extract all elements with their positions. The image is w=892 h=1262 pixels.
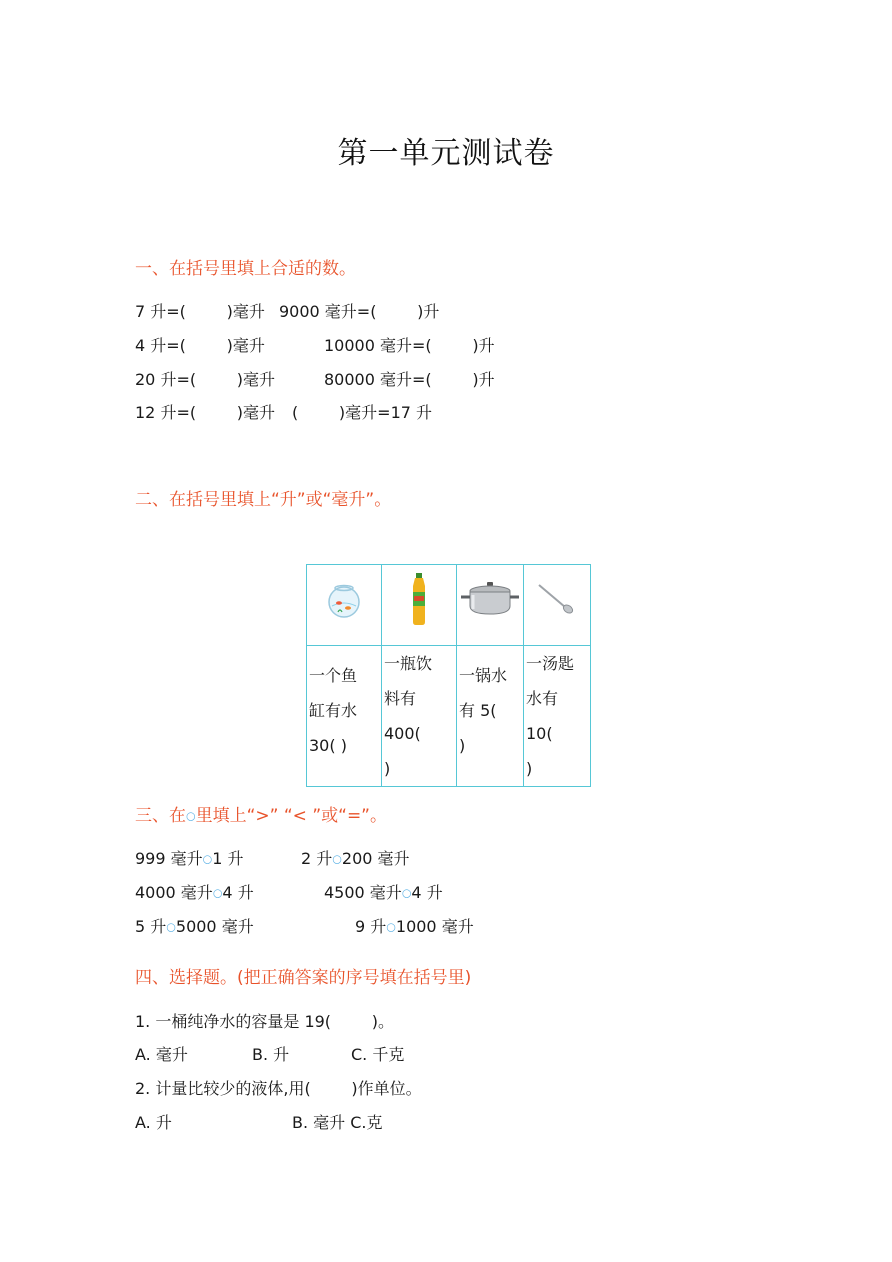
table-cell xyxy=(382,565,457,646)
table-cell xyxy=(524,565,591,646)
circle-icon: ○ xyxy=(212,886,223,900)
cell-text: 一个鱼 缸有水 30( ) xyxy=(309,666,358,755)
question-text: 1. 一桶纯净水的容量是 19( )。 xyxy=(135,1012,394,1031)
comparison: 9 升○1000 毫升 xyxy=(355,917,474,936)
comparison: 999 毫升○1 升 xyxy=(135,849,244,868)
option: A. 升 xyxy=(135,1113,172,1132)
circle-icon: ○ xyxy=(386,920,396,934)
option: A. 毫升 xyxy=(135,1045,188,1064)
table-cell xyxy=(307,565,382,646)
circle-icon: ○ xyxy=(332,852,342,866)
section4-heading: 四、选择题。(把正确答案的序号填在括号里) xyxy=(135,968,472,988)
page-title: 第一单元测试卷 xyxy=(337,136,555,171)
table-cell xyxy=(457,646,524,787)
cell-text: 一汤匙 水有 10( ) xyxy=(526,654,575,778)
heading-suffix: 里填上“>” “< ”或“=”。 xyxy=(195,806,387,826)
option: B. 毫升 C.克 xyxy=(292,1113,383,1132)
circle-icon: ○ xyxy=(401,886,412,900)
comparison: 2 升○200 毫升 xyxy=(301,849,410,868)
table-cell xyxy=(307,646,382,787)
circle-icon: ○ xyxy=(202,852,213,866)
comparison: 4000 毫升○4 升 xyxy=(135,883,254,902)
section3-heading xyxy=(135,801,387,826)
section2-heading: 二、在括号里填上“升”或“毫升”。 xyxy=(135,490,392,510)
circle-icon: ○ xyxy=(166,920,176,934)
drink-bottle-icon xyxy=(408,572,430,626)
question: 7 升=( )毫升 xyxy=(135,302,265,321)
question: 4 升=( )毫升 xyxy=(135,336,265,355)
cell-text: 一锅水 有 5( ) xyxy=(459,666,508,755)
question: 10000 毫升=( )升 xyxy=(324,336,495,355)
fishbowl-icon xyxy=(324,578,364,620)
table-cell xyxy=(524,646,591,787)
question-text: 2. 计量比较少的液体,用( )作单位。 xyxy=(135,1079,422,1098)
circle-icon: ○ xyxy=(186,809,196,823)
table-cell xyxy=(457,565,524,646)
question: ( )毫升=17 升 xyxy=(292,403,433,422)
spoon-icon xyxy=(535,581,579,617)
question: 20 升=( )毫升 xyxy=(135,370,276,389)
question: 9000 毫升=( )升 xyxy=(279,302,440,321)
question: 80000 毫升=( )升 xyxy=(324,370,495,389)
section1-heading: 一、在括号里填上合适的数。 xyxy=(135,259,356,279)
option: B. 升 xyxy=(252,1045,290,1064)
table-cell xyxy=(382,646,457,787)
question: 12 升=( )毫升 xyxy=(135,403,276,422)
cell-text: 一瓶饮 料有 400( ) xyxy=(384,654,433,778)
comparison: 4500 毫升○4 升 xyxy=(324,883,443,902)
liquid-table xyxy=(306,564,591,787)
pot-icon xyxy=(459,579,521,619)
option: C. 千克 xyxy=(351,1045,405,1064)
heading-prefix: 三、在 xyxy=(135,806,186,826)
comparison: 5 升○5000 毫升 xyxy=(135,917,254,936)
